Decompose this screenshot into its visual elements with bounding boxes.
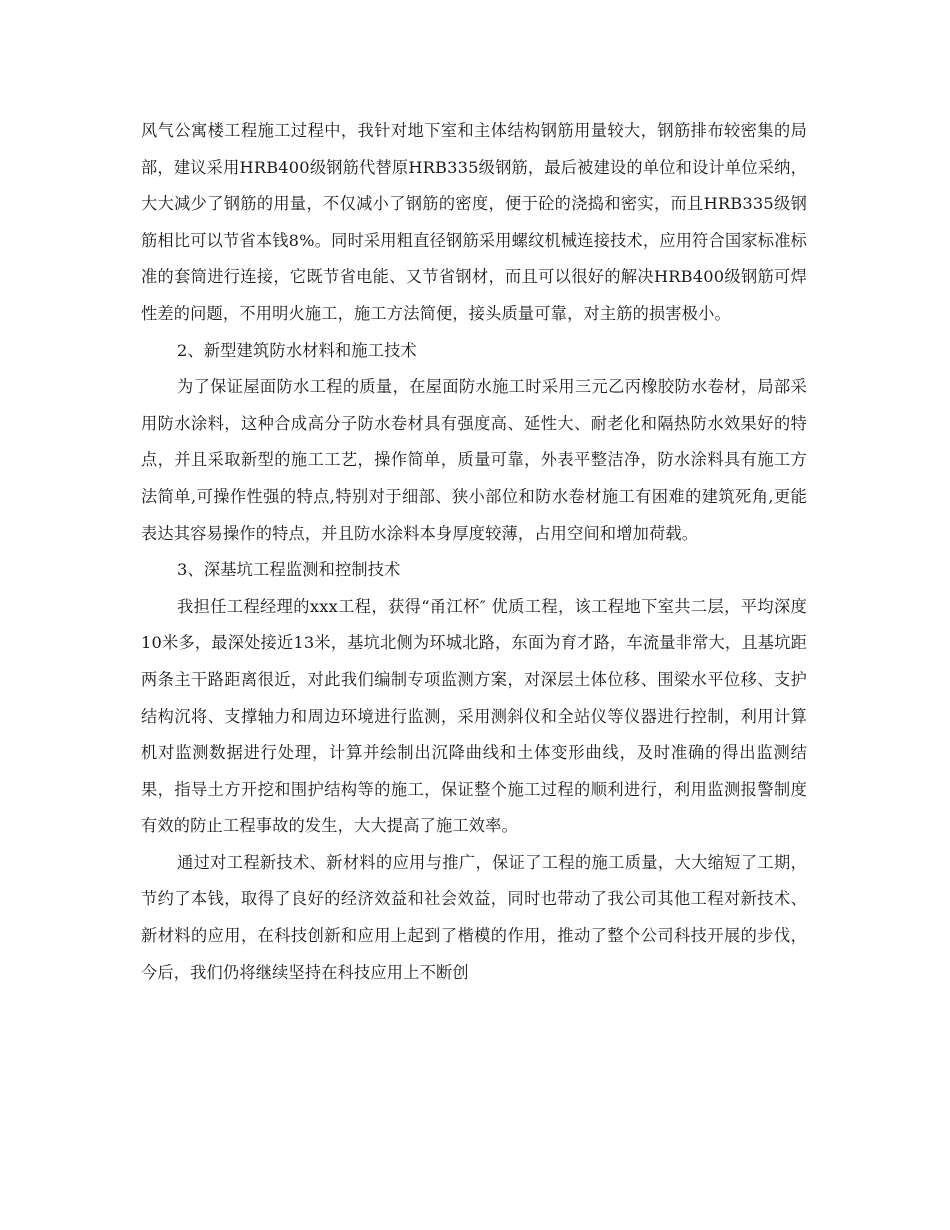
paragraph-steel-rebar: 风气公寓楼工程施工过程中，我针对地下室和主体结构钢筋用量较大，钢筋排布较密集的局部，建议采用HRB400级钢筋代替原HRB335级钢筋，最后被建设的单位和设计单位采纳，大大减少了钢筋的用量，不仅减小了钢筋的密度，便于砼的浇捣和密实，而且HRB335级钢筋相比可以节省本钱8%。同时采用粗直径钢筋采用螺纹机械连接技术，应用符合国家标准标准的套筒进行连接，它既节省电能、又节省钢材，而且可以很好的解决HRB400级钢筋可焊性差的问题，不用明火施工，施工方法简便，接头质量可靠，对主筋的损害极小。 xyxy=(141,121,807,323)
paragraph-foundation-monitoring: 我担任工程经理的xxx工程，获得“甬江杯″ 优质工程，该工程地下室共二层，平均深度10米多，最深处接近13米，基坑北侧为环城北路，东面为育才路，车流量非常大，且基坑距两条主干路距离很近，对此我们编制专项监测方案，对深层土体位移、围梁水平位移、支护结构沉将、支撑轴力和周边环境进行监测，采用测斜仪和全站仪等仪器进行控制，利用计算机对监测数据进行处理，计算并绘制出沉降曲线和土体变形曲线，及时准确的得出监测结果，指导土方开挖和围护结构等的施工，保证整个施工过程的顺利进行，利用监测报警制度有效的防止工程事故的发生，大大提高了施工效率。 xyxy=(141,596,807,836)
paragraph-waterproofing: 为了保证屋面防水工程的质量，在屋面防水施工时采用三元乙丙橡胶防水卷材，局部采用防水涂料，这种合成高分子防水卷材具有强度高、延性大、耐老化和隔热防水效果好的特点，并且采取新型的施工工艺，操作简单，质量可靠，外表平整洁净，防水涂料具有施工方法简单,可操作性强的特点,特别对于细部、狭小部位和防水卷材施工有困难的建筑死角,更能表达其容易操作的特点，并且防水涂料本身厚度较薄，占用空间和增加荷载。 xyxy=(141,377,807,543)
section-heading-foundation-monitoring: 3、深基坑工程监测和控制技术 xyxy=(177,560,401,580)
document-body xyxy=(141,113,807,991)
paragraph-conclusion: 通过对工程新技术、新材料的应用与推广，保证了工程的施工质量，大大缩短了工期，节约了本钱，取得了良好的经济效益和社会效益，同时也带动了我公司其他工程对新技术、新材料的应用，在科技创新和应用上起到了楷模的作用，推动了整个公司科技开展的步伐，今后，我们仍将继续坚持在科技应用上不断创 xyxy=(141,852,807,982)
section-heading-waterproofing: 2、新型建筑防水材料和施工技术 xyxy=(177,340,417,360)
